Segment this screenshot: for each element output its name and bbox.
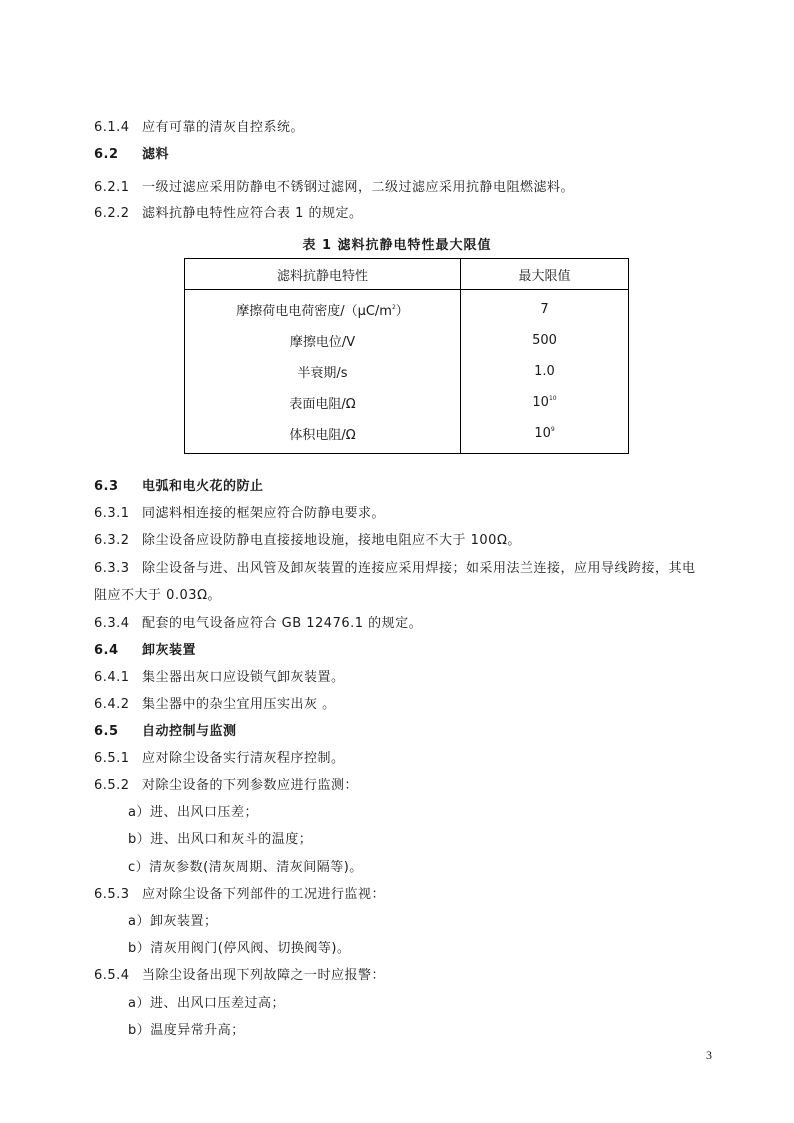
clause-text: 配套的电气设备应符合 GB 12476.1 的规定。 bbox=[142, 616, 423, 631]
list-item bbox=[128, 828, 312, 847]
property-cell: 摩擦电位/V bbox=[185, 325, 461, 356]
clause-number: 6.3.4 bbox=[94, 616, 130, 631]
section-heading-6-2 bbox=[94, 143, 169, 162]
list-item-text: a）卸灰装置； bbox=[128, 914, 218, 929]
clause-number: 6.3.3 bbox=[94, 561, 130, 576]
clause-number: 6.4.1 bbox=[94, 670, 130, 685]
limit-cell: 1.0 bbox=[461, 356, 629, 387]
clause-6-3-4 bbox=[94, 612, 422, 631]
clause-text: 集尘器中的杂尘宜用压实出灰 。 bbox=[142, 697, 336, 712]
list-item-text: a）进、出风口压差； bbox=[128, 805, 258, 820]
clause-text: 应对除尘设备实行清灰程序控制。 bbox=[142, 751, 345, 766]
limit-cell: $10^9$ bbox=[461, 418, 629, 454]
clause-text: 自动控制与监测 bbox=[142, 724, 237, 739]
clause-text: 当除尘设备出现下列故障之一时应报警： bbox=[142, 968, 386, 983]
list-item bbox=[128, 801, 258, 820]
table-row bbox=[185, 325, 629, 356]
clause-6-3-3 bbox=[94, 557, 696, 576]
clause-number: 6.5.1 bbox=[94, 751, 130, 766]
clause-text: 一级过滤应采用防静电不锈钢过滤网，二级过滤应采用抗静电阻燃滤料。 bbox=[142, 180, 575, 195]
table-row bbox=[185, 387, 629, 418]
property-cell: 体积电阻/Ω bbox=[185, 418, 461, 454]
clause-text: 阻应不大于 0.03Ω。 bbox=[94, 588, 222, 603]
clause-6-2-1 bbox=[94, 176, 574, 195]
clause-text: 除尘设备应设防静电直接接地设施，接地电阻应不大于 100Ω。 bbox=[142, 533, 521, 548]
column-header-property: 滤料抗静电特性 bbox=[185, 259, 461, 290]
section-heading-6-4 bbox=[94, 639, 196, 658]
clause-number: 6.4 bbox=[94, 643, 119, 658]
table-caption: 表 1 滤料抗静电特性最大限值 bbox=[302, 238, 492, 253]
clause-6-4-2 bbox=[94, 693, 336, 712]
table-row bbox=[185, 418, 629, 454]
clause-6-5-2 bbox=[94, 774, 358, 793]
clause-text: 应有可靠的清灰自控系统。 bbox=[142, 120, 305, 135]
list-item-text: c）清灰参数(清灰周期、清灰间隔等)。 bbox=[128, 860, 363, 875]
clause-number: 6.5.3 bbox=[94, 887, 130, 902]
clause-6-3-2 bbox=[94, 529, 521, 548]
clause-6-5-1 bbox=[94, 747, 345, 766]
table-header-row bbox=[185, 259, 629, 290]
clause-number: 6.3.1 bbox=[94, 506, 130, 521]
clause-text: 滤料 bbox=[142, 147, 170, 162]
clause-text: 滤料抗静电特性应符合表 1 的规定。 bbox=[142, 206, 363, 221]
clause-number: 6.5.2 bbox=[94, 778, 130, 793]
clause-6-3-3-continuation bbox=[94, 584, 221, 603]
limit-cell: 7 bbox=[461, 290, 629, 326]
list-item bbox=[128, 910, 217, 929]
clause-6-2-2 bbox=[94, 202, 363, 221]
clause-text: 应对除尘设备下列部件的工况进行监视： bbox=[142, 887, 386, 902]
clause-text: 同滤料相连接的框架应符合防静电要求。 bbox=[142, 506, 386, 521]
limit-cell: 500 bbox=[461, 325, 629, 356]
section-heading-6-3 bbox=[94, 475, 264, 494]
list-item-text: a）进、出风口压差过高； bbox=[128, 996, 285, 1011]
clause-6-4-1 bbox=[94, 666, 345, 685]
list-item bbox=[128, 1019, 245, 1038]
clause-number: 6.3.2 bbox=[94, 533, 130, 548]
list-item-text: b）进、出风口和灰斗的温度； bbox=[128, 832, 313, 847]
clause-text: 电弧和电火花的防止 bbox=[142, 479, 264, 494]
page-number: 3 bbox=[706, 1048, 712, 1062]
clause-text: 集尘器出灰口应设锁气卸灰装置。 bbox=[142, 670, 345, 685]
property-cell: 表面电阻/Ω bbox=[185, 387, 461, 418]
table-row bbox=[185, 290, 629, 326]
clause-6-1-4 bbox=[94, 116, 304, 135]
list-item-text: b）清灰用阀门(停风阀、切换阀等)。 bbox=[128, 941, 351, 956]
clause-number: 6.2.1 bbox=[94, 180, 130, 195]
column-header-limit: 最大限值 bbox=[461, 259, 629, 290]
clause-text: 对除尘设备的下列参数应进行监测： bbox=[142, 778, 359, 793]
clause-number: 6.2 bbox=[94, 147, 119, 162]
table-row bbox=[185, 356, 629, 387]
list-item-text: b）温度异常升高； bbox=[128, 1023, 245, 1038]
antistatic-limits-table bbox=[184, 258, 629, 454]
clause-6-5-3 bbox=[94, 883, 385, 902]
clause-6-3-1 bbox=[94, 502, 385, 521]
list-item bbox=[128, 856, 363, 875]
limit-cell: $10^{10}$ bbox=[461, 387, 629, 418]
clause-6-5-4 bbox=[94, 964, 385, 983]
clause-number: 6.3 bbox=[94, 479, 119, 494]
property-cell: 摩擦荷电电荷密度$/(\mu C/m^2)$ bbox=[185, 290, 461, 326]
clause-text: 除尘设备与进、出风管及卸灰装置的连接应采用焊接；如采用法兰连接，应用导线跨接，其电 bbox=[142, 561, 696, 576]
clause-text: 卸灰装置 bbox=[142, 643, 197, 658]
clause-number: 6.2.2 bbox=[94, 206, 130, 221]
property-cell: 半衰期/s bbox=[185, 356, 461, 387]
clause-number: 6.4.2 bbox=[94, 697, 130, 712]
clause-number: 6.5 bbox=[94, 724, 119, 739]
clause-number: 6.1.4 bbox=[94, 120, 130, 135]
clause-number: 6.5.4 bbox=[94, 968, 130, 983]
section-heading-6-5 bbox=[94, 720, 237, 739]
list-item bbox=[128, 992, 285, 1011]
list-item bbox=[128, 937, 350, 956]
